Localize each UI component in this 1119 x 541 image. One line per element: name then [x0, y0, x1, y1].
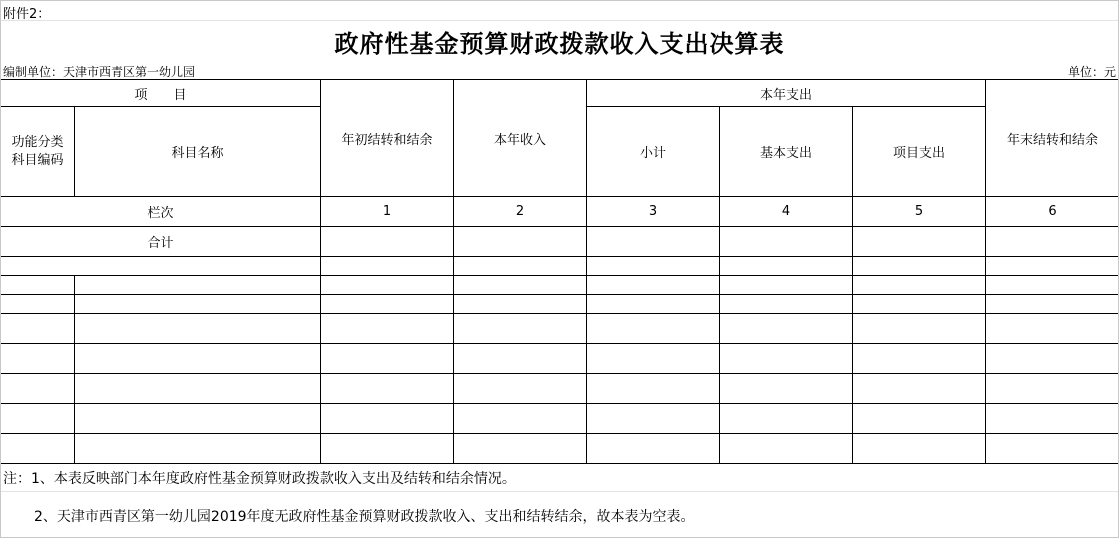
attachment-label: 附件2： — [3, 3, 50, 22]
header-end-balance: 年末结转和结余 — [986, 80, 1119, 197]
table-cell — [1, 257, 321, 276]
table-cell — [986, 227, 1119, 257]
column-number: 4 — [720, 197, 853, 227]
column-number: 6 — [986, 197, 1119, 227]
header-name: 科目名称 — [75, 107, 321, 197]
column-number: 3 — [587, 197, 720, 227]
table-row — [1, 344, 1119, 374]
table-row — [1, 295, 1119, 314]
header-project: 项目支出 — [853, 107, 986, 197]
budget-table — [0, 79, 1119, 464]
table-cell — [1, 276, 75, 295]
table-cell — [454, 227, 587, 257]
row-total-label: 合计 — [1, 227, 321, 257]
currency-unit-label: 单位：元 — [1068, 63, 1116, 80]
top-row — [0, 0, 1119, 21]
column-number: 5 — [853, 197, 986, 227]
header-basic: 基本支出 — [720, 107, 853, 197]
header-subtotal: 小计 — [587, 107, 720, 197]
table-cell — [1, 404, 75, 434]
table-row — [1, 374, 1119, 404]
row-column-label: 栏次 — [1, 197, 321, 227]
header-code: 功能分类科目编码 — [1, 107, 75, 197]
header-item: 项 目 — [1, 80, 321, 107]
table-cell — [720, 227, 853, 257]
note-2: 2、天津市西青区第一幼儿园2019年度无政府性基金预算财政拨款收入、支出和结转结余，故本表为空表。 — [0, 493, 1119, 537]
table-cell — [1, 295, 75, 314]
header-income: 本年收入 — [454, 80, 587, 197]
table-row — [1, 404, 1119, 434]
column-number: 2 — [454, 197, 587, 227]
header-expense: 本年支出 — [587, 80, 986, 107]
note-1: 注：1、本表反映部门本年度政府性基金预算财政拨款收入支出及结转和结余情况。 — [0, 464, 1119, 492]
column-number: 1 — [321, 197, 454, 227]
table-row — [1, 314, 1119, 344]
table-cell — [1, 434, 75, 464]
table-cell — [587, 227, 720, 257]
table-row — [1, 257, 1119, 276]
table-row — [1, 276, 1119, 295]
table-row — [1, 434, 1119, 464]
org-unit-label: 编制单位：天津市西青区第一幼儿园 — [3, 63, 195, 80]
table-cell — [1, 374, 75, 404]
table-cell — [321, 227, 454, 257]
table-cell — [1, 314, 75, 344]
header-begin-balance: 年初结转和结余 — [321, 80, 454, 197]
table-cell — [853, 227, 986, 257]
table-cell — [1, 344, 75, 374]
page-title: 政府性基金预算财政拨款收入支出决算表 — [0, 24, 1119, 59]
